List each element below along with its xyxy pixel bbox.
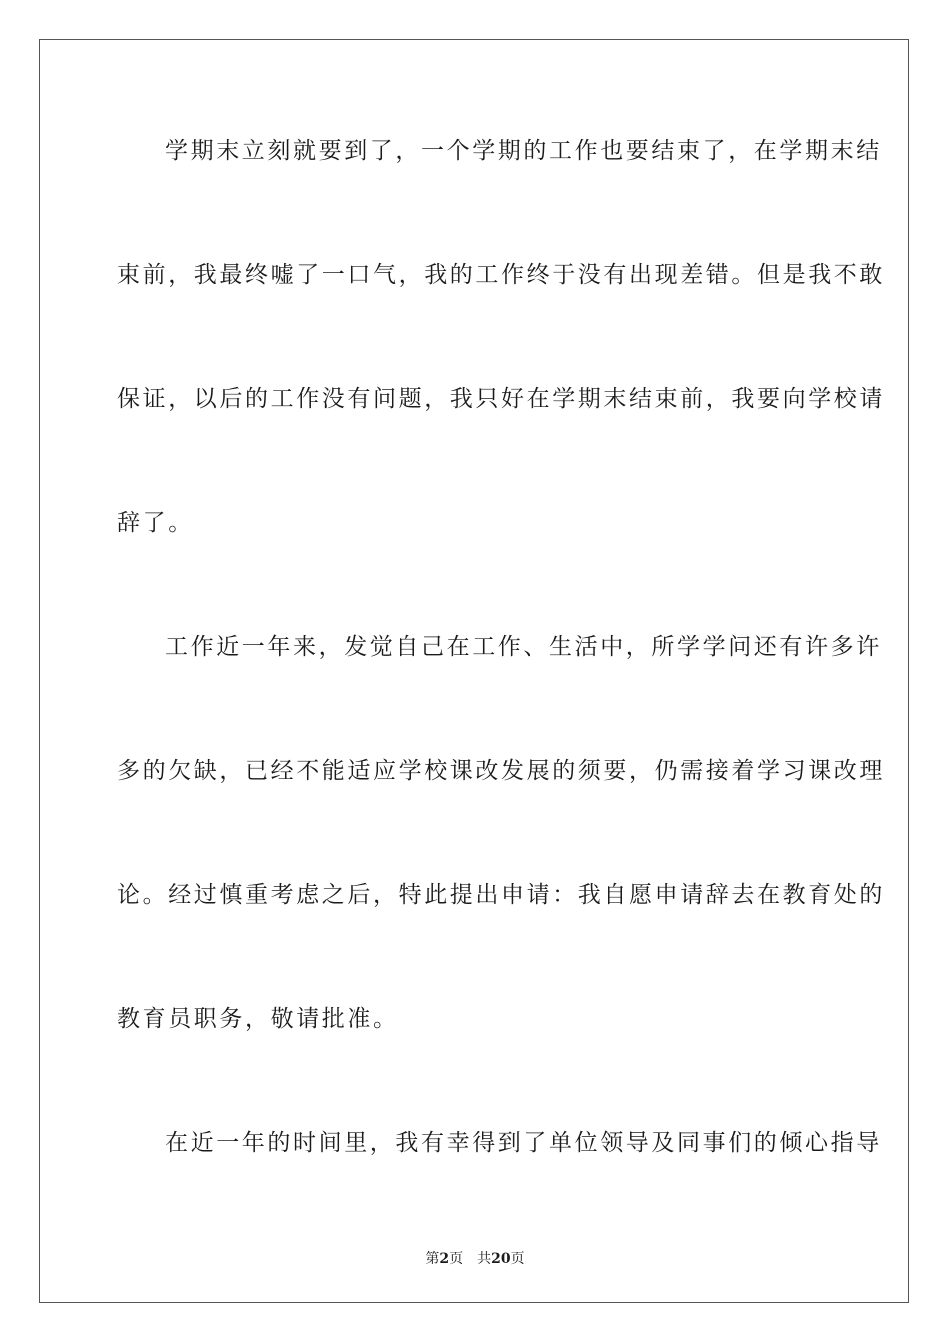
- paragraph-2-line-4: 教育员职务，敬请批准。: [117, 1006, 399, 1032]
- page-number: 2: [439, 1251, 450, 1267]
- paragraph-1-line-3: 保证，以后的工作没有问题，我只好在学期末结束前，我要向学校请: [117, 386, 885, 412]
- page-suffix: 页: [449, 1251, 464, 1267]
- paragraph-2-line-1: 工作近一年来，发觉自己在工作、生活中，所学学问还有许多许: [165, 634, 882, 660]
- paragraph-1-line-4: 辞了。: [117, 510, 194, 536]
- page-border: [39, 39, 909, 1303]
- total-suffix: 页: [510, 1251, 525, 1267]
- paragraph-2-line-2: 多的欠缺，已经不能适应学校课改发展的须要，仍需接着学习课改理: [117, 758, 885, 784]
- paragraph-1-line-2: 束前，我最终嘘了一口气，我的工作终于没有出现差错。但是我不敢: [117, 262, 885, 288]
- total-prefix: 共: [477, 1251, 492, 1267]
- page-prefix: 第: [425, 1251, 440, 1267]
- paragraph-3-line-1: 在近一年的时间里，我有幸得到了单位领导及同事们的倾心指导: [165, 1130, 882, 1156]
- paragraph-2-line-3: 论。经过慎重考虑之后，特此提出申请：我自愿申请辞去在教育处的: [117, 882, 885, 908]
- total-pages: 20: [491, 1251, 511, 1267]
- paragraph-1-line-1: 学期末立刻就要到了，一个学期的工作也要结束了，在学期末结: [165, 138, 882, 164]
- page-footer: [0, 1248, 950, 1268]
